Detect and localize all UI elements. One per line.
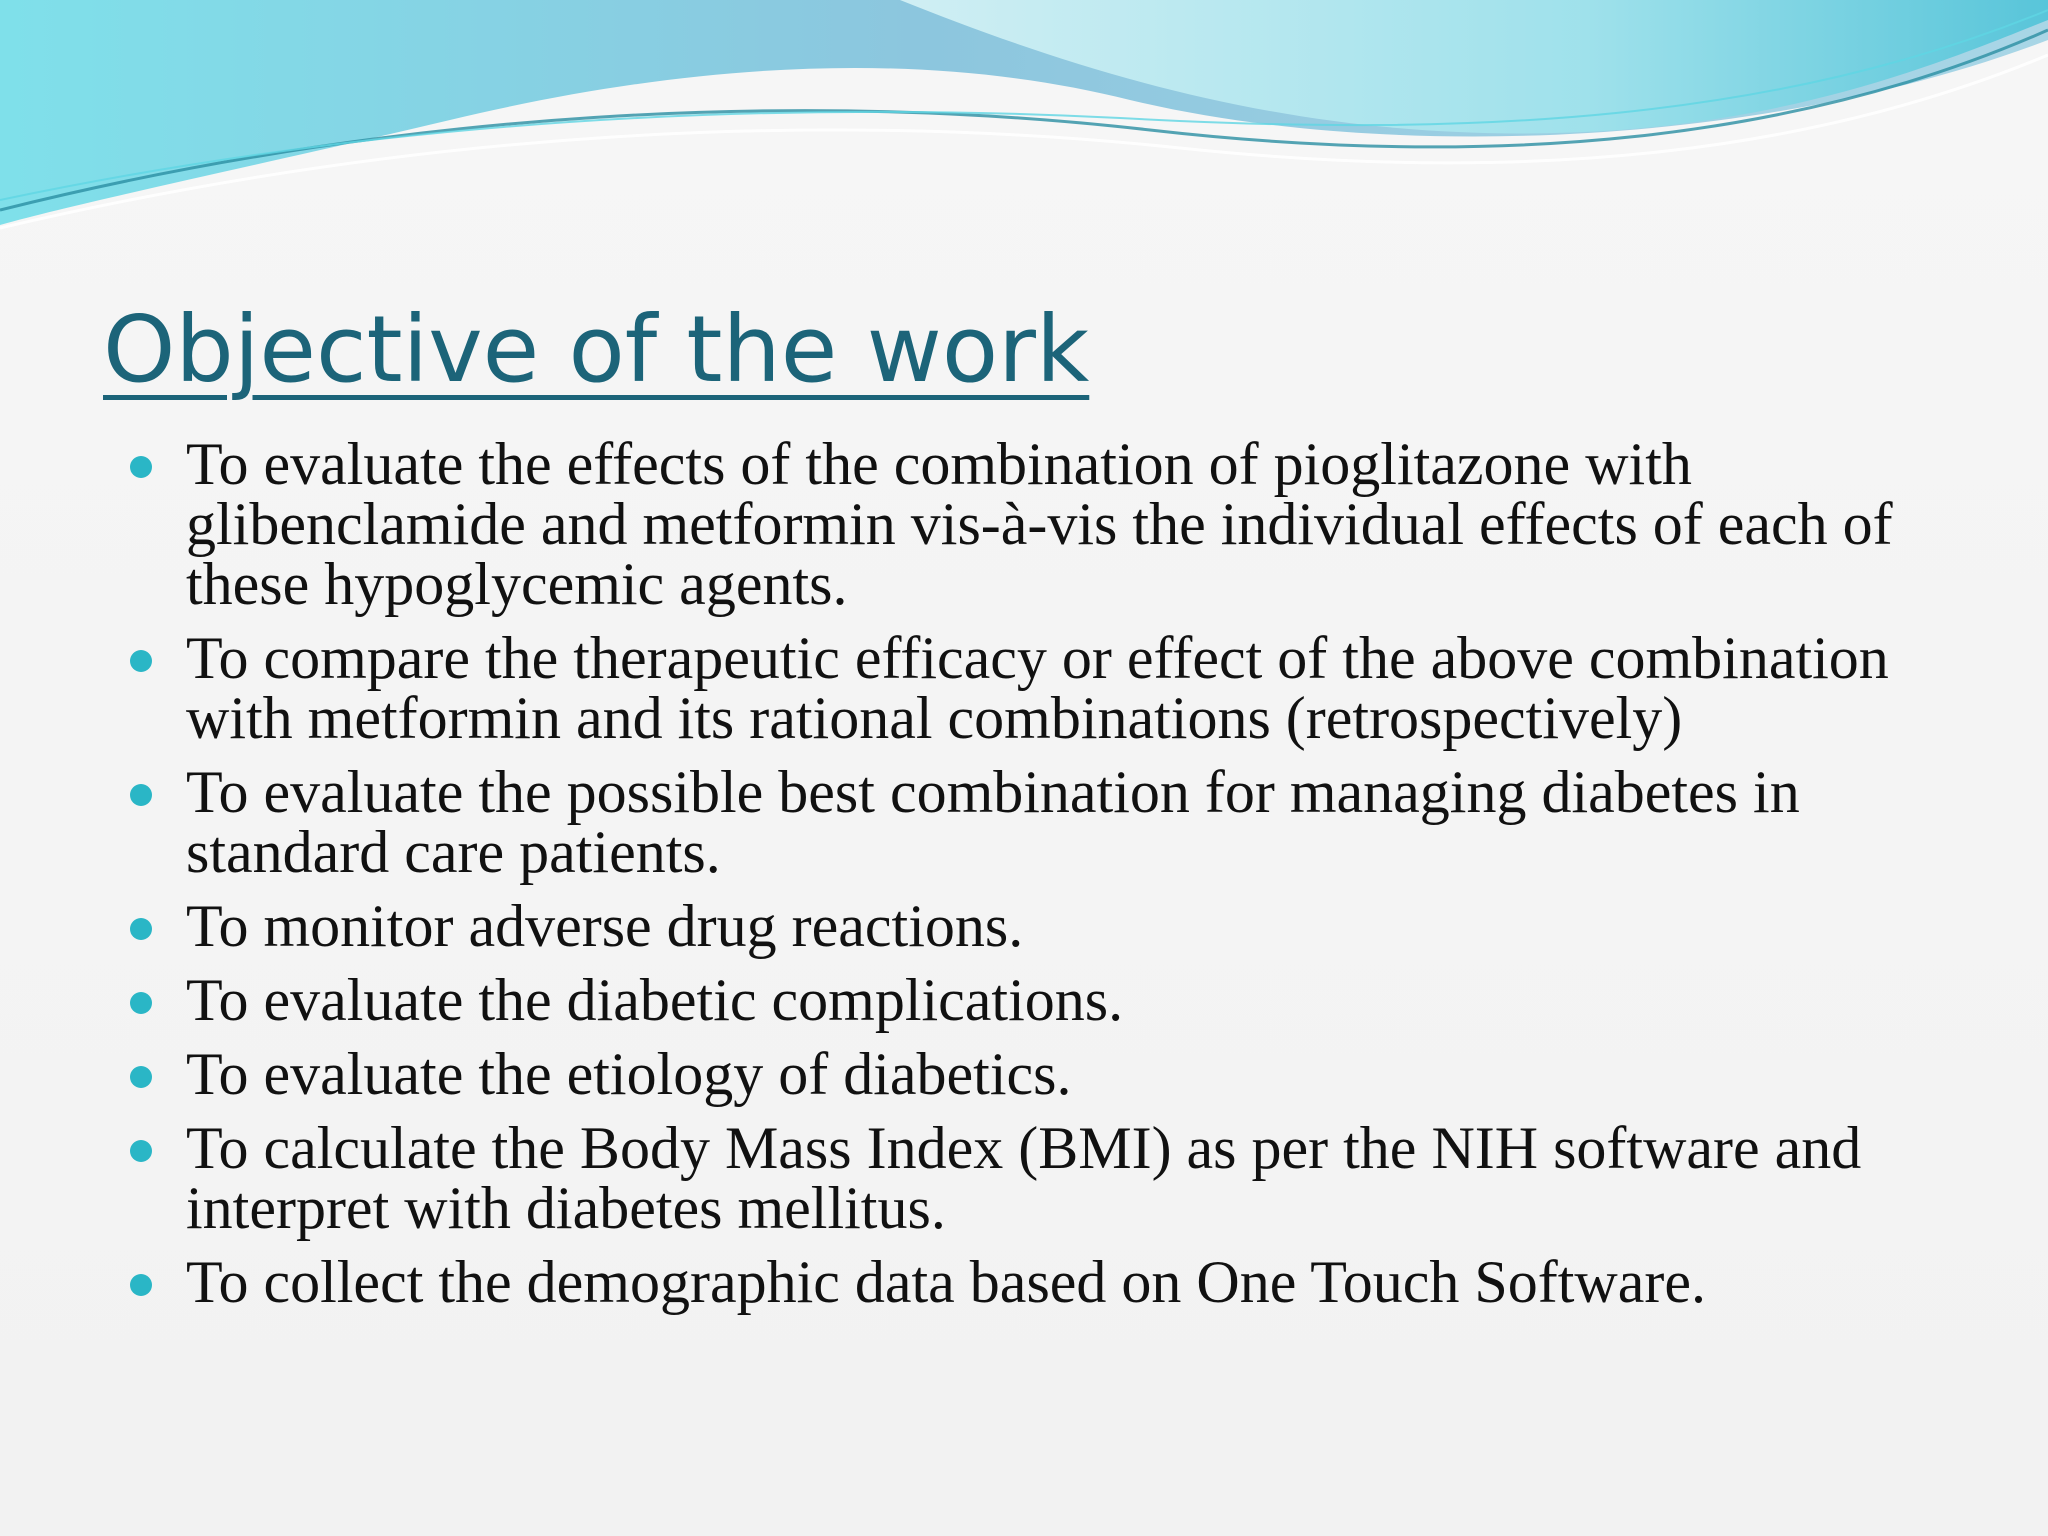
objective-text: To evaluate the possible best combination for managing diabetes in standard care patients. <box>186 759 1800 885</box>
bullet-dot-icon <box>130 992 152 1014</box>
objective-item <box>126 1249 1956 1315</box>
slide-title: Objective of the work <box>103 296 1090 403</box>
header-wave-decoration <box>0 0 2048 240</box>
bullet-dot-icon <box>130 650 152 672</box>
objective-item <box>126 893 1956 959</box>
objective-item <box>126 967 1956 1033</box>
objective-text: To evaluate the diabetic complications. <box>186 967 1124 1033</box>
objective-text: To evaluate the etiology of diabetics. <box>186 1041 1072 1107</box>
objective-text: To compare the therapeutic efficacy or effect of the above combination with metformin and its rational combinations (retrospectively) <box>186 625 1889 751</box>
objective-text: To collect the demographic data based on One Touch Software. <box>186 1249 1706 1315</box>
bullet-dot-icon <box>130 1066 152 1088</box>
objectives-list <box>126 431 1956 1326</box>
bullet-dot-icon <box>130 1140 152 1162</box>
bullet-dot-icon <box>130 784 152 806</box>
objective-text: To evaluate the effects of the combination of pioglitazone with glibenclamide and metformin vis-à-vis the individual effects of each of these hypoglycemic agents. <box>186 431 1893 617</box>
objective-item <box>126 431 1956 617</box>
objective-item <box>126 1115 1956 1241</box>
objective-text: To calculate the Body Mass Index (BMI) as per the NIH software and interpret with diabetes mellitus. <box>186 1115 1862 1241</box>
bullet-dot-icon <box>130 456 152 478</box>
bullet-dot-icon <box>130 1274 152 1296</box>
objective-item <box>126 1041 1956 1107</box>
objective-item <box>126 625 1956 751</box>
bullet-dot-icon <box>130 918 152 940</box>
objective-item <box>126 759 1956 885</box>
objective-text: To monitor adverse drug reactions. <box>186 893 1024 959</box>
